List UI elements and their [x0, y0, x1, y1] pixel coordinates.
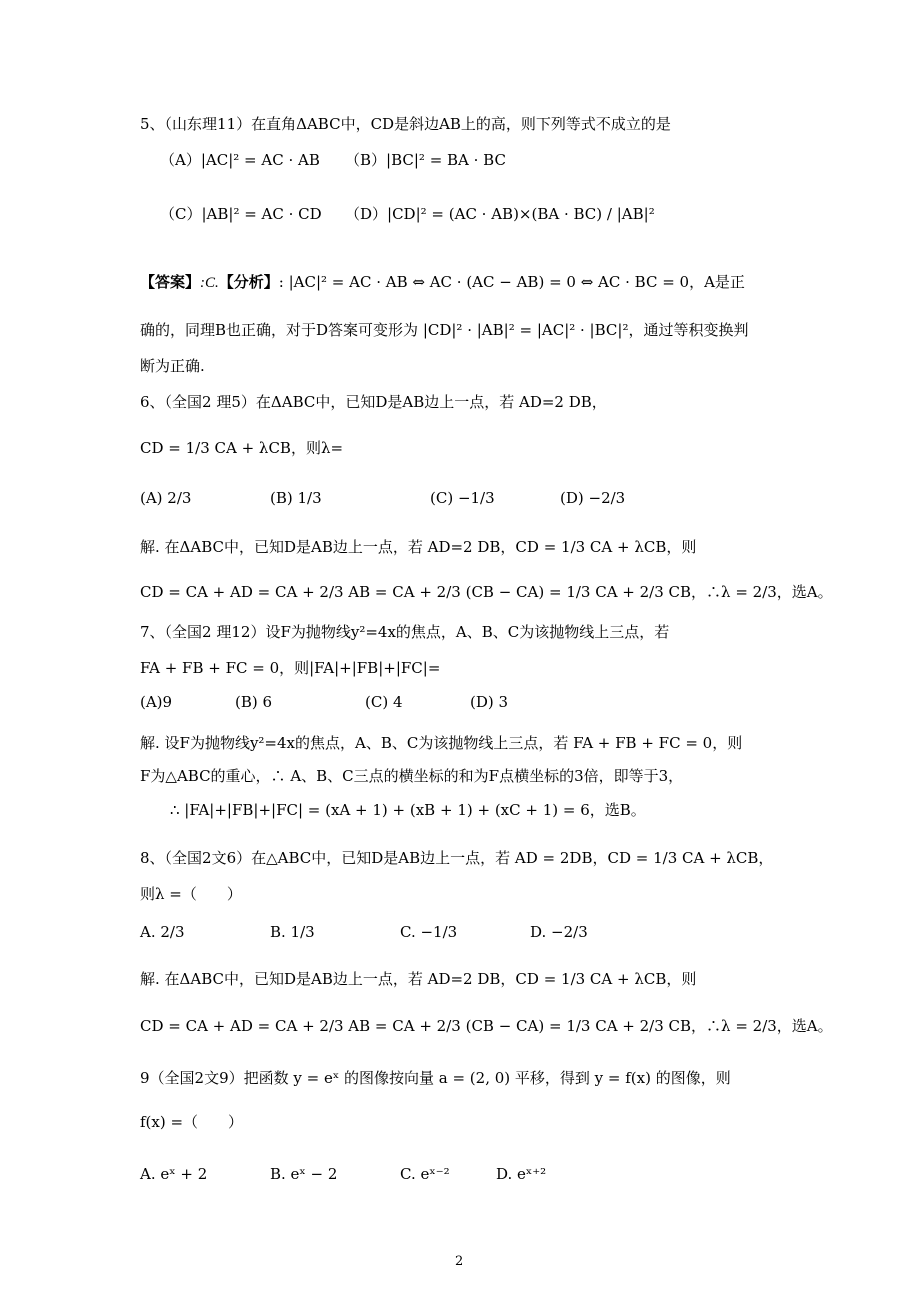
q7-stem-line1: 7、（全国2 理12）设F为抛物线y²=4x的焦点，A、B、C为该抛物线上三点，若	[140, 623, 670, 641]
q5-option-a	[160, 150, 320, 170]
q8-stem-line1: 8、（全国2文6）在△ABC中，已知D是AB边上一点，若 AD = 2DB，CD = 1/3 CA + λCB，	[140, 849, 774, 867]
q5-option-c-text: （C）|AB|² = AC · CD	[160, 205, 322, 223]
q5-stem: 5、（山东理11）在直角ΔABC中，CD是斜边AB上的高，则下列等式不成立的是	[140, 115, 671, 133]
q7-option-d: (D) 3	[470, 693, 509, 711]
q5-answer-line	[140, 272, 745, 293]
q5-analysis-line3: 断为正确.	[140, 357, 205, 375]
analysis-label: 【分析】	[218, 273, 279, 291]
q8-option-d: D. −2/3	[530, 923, 588, 941]
q9-option-c: C. eˣ⁻²	[400, 1165, 450, 1183]
q6-option-b: (B) 1/3	[270, 489, 322, 507]
q8-option-c: C. −1/3	[400, 923, 458, 941]
q8-option-a: A. 2/3	[140, 923, 185, 941]
analysis-formula: : |AC|² = AC · AB ⇔ AC · (AC − AB) = 0 ⇔ AC · BC = 0，A是正	[278, 273, 745, 291]
q8-solution-line2: CD = CA + AD = CA + 2/3 AB = CA + 2/3 (CB − CA) = 1/3 CA + 2/3 CB，∴λ = 2/3，选A。	[140, 1017, 833, 1035]
q6-option-a: (A) 2/3	[140, 489, 192, 507]
q9-stem-line1: 9（全国2文9）把函数 y = eˣ 的图像按向量 a = (2, 0) 平移，得到 y = f(x) 的图像，则	[140, 1069, 731, 1087]
q6-stem-line2: CD = 1/3 CA + λCB，则λ=	[140, 439, 344, 457]
q9-option-a: A. eˣ + 2	[140, 1165, 208, 1183]
q5-option-c	[160, 204, 322, 224]
q7-solution-line1: 解. 设F为抛物线y²=4x的焦点，A、B、C为该抛物线上三点，若 FA + FB + FC = 0，则	[140, 734, 743, 752]
page-number: 2	[455, 1254, 464, 1269]
q5-option-b	[345, 150, 506, 170]
q5-option-a-text: （A）|AC|² = AC · AB	[160, 151, 320, 169]
q7-option-b: (B) 6	[235, 693, 273, 711]
q7-stem-line2: FA + FB + FC = 0，则|FA|+|FB|+|FC|=	[140, 659, 441, 677]
q6-stem-line1: 6、（全国2 理5）在ΔABC中，已知D是AB边上一点，若 AD=2 DB，	[140, 393, 607, 411]
q8-option-b: B. 1/3	[270, 923, 315, 941]
q7-solution-line2: F为△ABC的重心，∴ A、B、C三点的横坐标的和为F点横坐标的3倍，即等于3，	[140, 767, 684, 785]
q5-option-d	[345, 204, 655, 224]
q6-solution-line2: CD = CA + AD = CA + 2/3 AB = CA + 2/3 (CB − CA) = 1/3 CA + 2/3 CB，∴λ = 2/3，选A。	[140, 583, 833, 601]
q5-analysis-line2: 确的，同理B也正确，对于D答案可变形为 |CD|² · |AB|² = |AC|² · |BC|²，通过等积变换判	[140, 321, 749, 339]
q8-solution-line1: 解. 在ΔABC中，已知D是AB边上一点，若 AD=2 DB，CD = 1/3 CA + λCB，则	[140, 970, 697, 988]
q9-option-b: B. eˣ − 2	[270, 1165, 338, 1183]
q7-option-a: (A)9	[140, 693, 173, 711]
q8-stem-line2: 则λ =（ ）	[140, 885, 242, 903]
q6-option-d: (D) −2/3	[560, 489, 626, 507]
q9-option-d: D. eˣ⁺²	[496, 1165, 547, 1183]
q6-solution-line1: 解. 在ΔABC中，已知D是AB边上一点，若 AD=2 DB，CD = 1/3 CA + λCB，则	[140, 538, 697, 556]
answer-text: :C.	[200, 275, 219, 291]
q7-option-c: (C) 4	[365, 693, 403, 711]
q5-option-d-text: （D）|CD|² = (AC · AB)×(BA · BC) / |AB|²	[345, 205, 655, 223]
q6-option-c: (C) −1/3	[430, 489, 495, 507]
answer-label: 【答案】	[140, 273, 201, 291]
q9-stem-line2: f(x) =（ ）	[140, 1113, 244, 1131]
q5-option-b-text: （B）|BC|² = BA · BC	[345, 151, 506, 169]
q7-solution-line3: ∴ |FA|+|FB|+|FC| = (xA + 1) + (xB + 1) + (xC + 1) = 6，选B。	[170, 801, 646, 819]
